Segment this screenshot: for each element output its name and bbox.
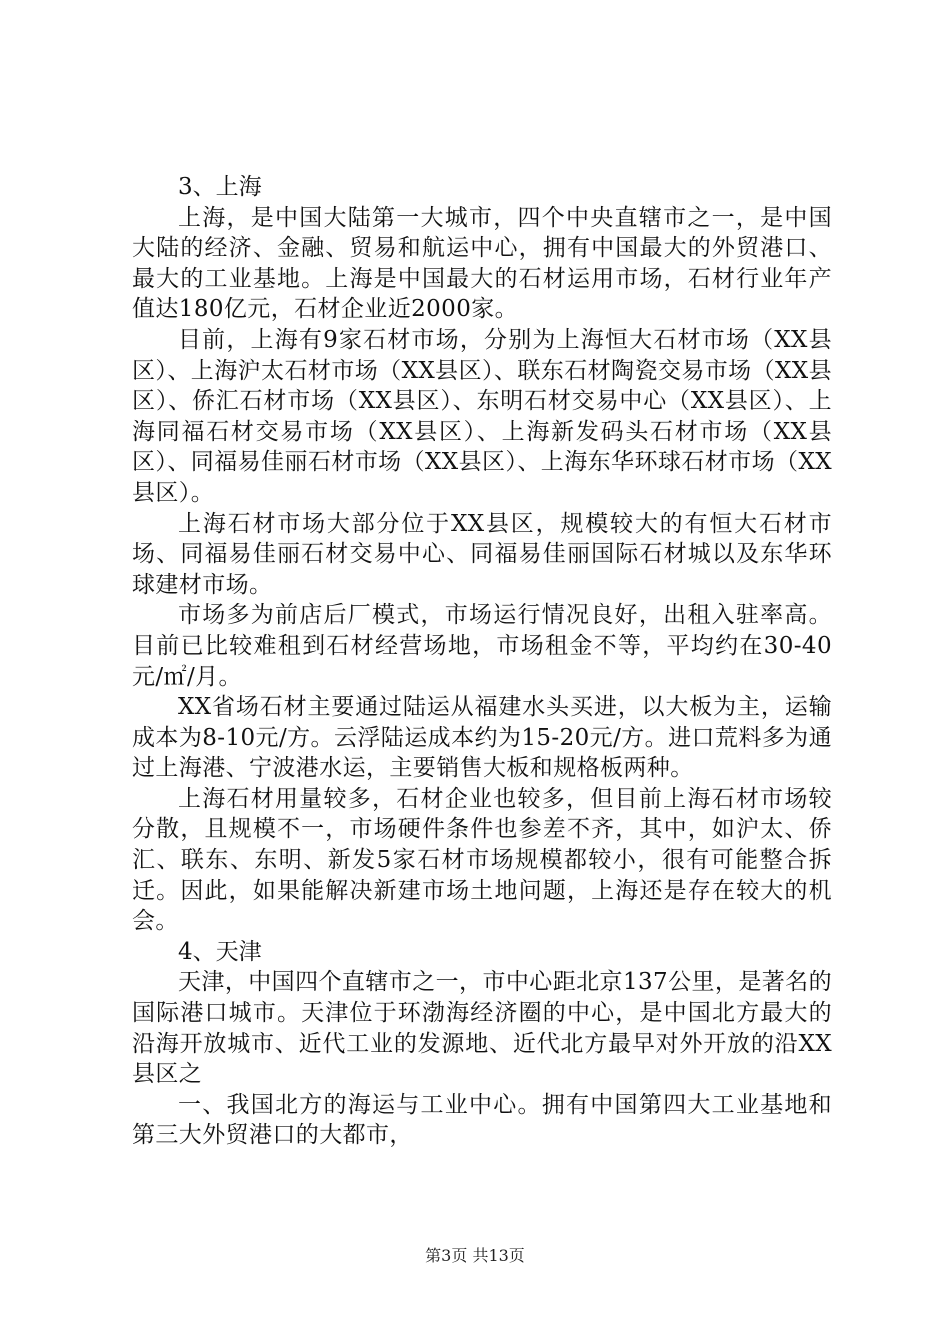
paragraph-shanghai-locations: 上海石材市场大部分位于XX县区，规模较大的有恒大石材市场、同福易佳丽石材交易中心、同福易佳丽国际石材城以及东华环球建材市场。	[132, 510, 832, 598]
paragraph-shanghai-rent: 市场多为前店后厂模式，市场运行情况良好，出租入驻率高。目前已比较难租到石材经营场地，市场租金不等，平均约在30-40元/㎡/月。	[132, 602, 832, 690]
paragraph-shanghai-markets: 目前，上海有9家石材市场，分别为上海恒大石材市场（XX县区）、上海沪太石材市场（XX县区）、联东石材陶瓷交易市场（XX县区）、侨汇石材市场（XX县区）、东明石材交易中心（XX县区）、上海同福石材交易市场（XX县区）、上海新发码头石材市场（XX县区）、同福易佳丽石材市场（XX县区）、上海东华环球石材市场（XX县区）。	[132, 326, 832, 506]
paragraph-shanghai-intro: 上海，是中国大陆第一大城市，四个中央直辖市之一，是中国大陆的经济、金融、贸易和航运中心，拥有中国最大的外贸港口、最大的工业基地。上海是中国最大的石材运用市场，石材行业年产值达180亿元，石材企业近2000家。	[132, 204, 832, 323]
document-body	[132, 172, 832, 1151]
paragraph-shanghai-opportunity: 上海石材用量较多，石材企业也较多，但目前上海石材市场较分散，且规模不一，市场硬件条件也参差不齐，其中，如沪太、侨汇、联东、东明、新发5家石材市场规模都较小，很有可能整合拆迁。因此，如果能解决新建市场土地问题，上海还是存在较大的机会。	[132, 785, 832, 935]
page-footer: 第3页 共13页	[425, 1246, 525, 1265]
paragraph-tianjin-intro: 天津，中国四个直辖市之一，市中心距北京137公里，是著名的国际港口城市。天津位于环渤海经济圈的中心，是中国北方最大的沿海开放城市、近代工业的发源地、近代北方最早对外开放的沿XX县区之	[132, 969, 832, 1088]
section-heading-tianjin: 4、天津	[178, 938, 262, 965]
paragraph-shanghai-transport: XX省场石材主要通过陆运从福建水头买进，以大板为主，运输成本为8-10元/方。云浮陆运成本约为15-20元/方。进口荒料多为通过上海港、宁波港水运，主要销售大板和规格板两种。	[132, 694, 832, 782]
section-heading-shanghai: 3、上海	[178, 174, 262, 200]
paragraph-tianjin-industry: 一、我国北方的海运与工业中心。拥有中国第四大工业基地和第三大外贸港口的大都市，	[132, 1091, 832, 1149]
